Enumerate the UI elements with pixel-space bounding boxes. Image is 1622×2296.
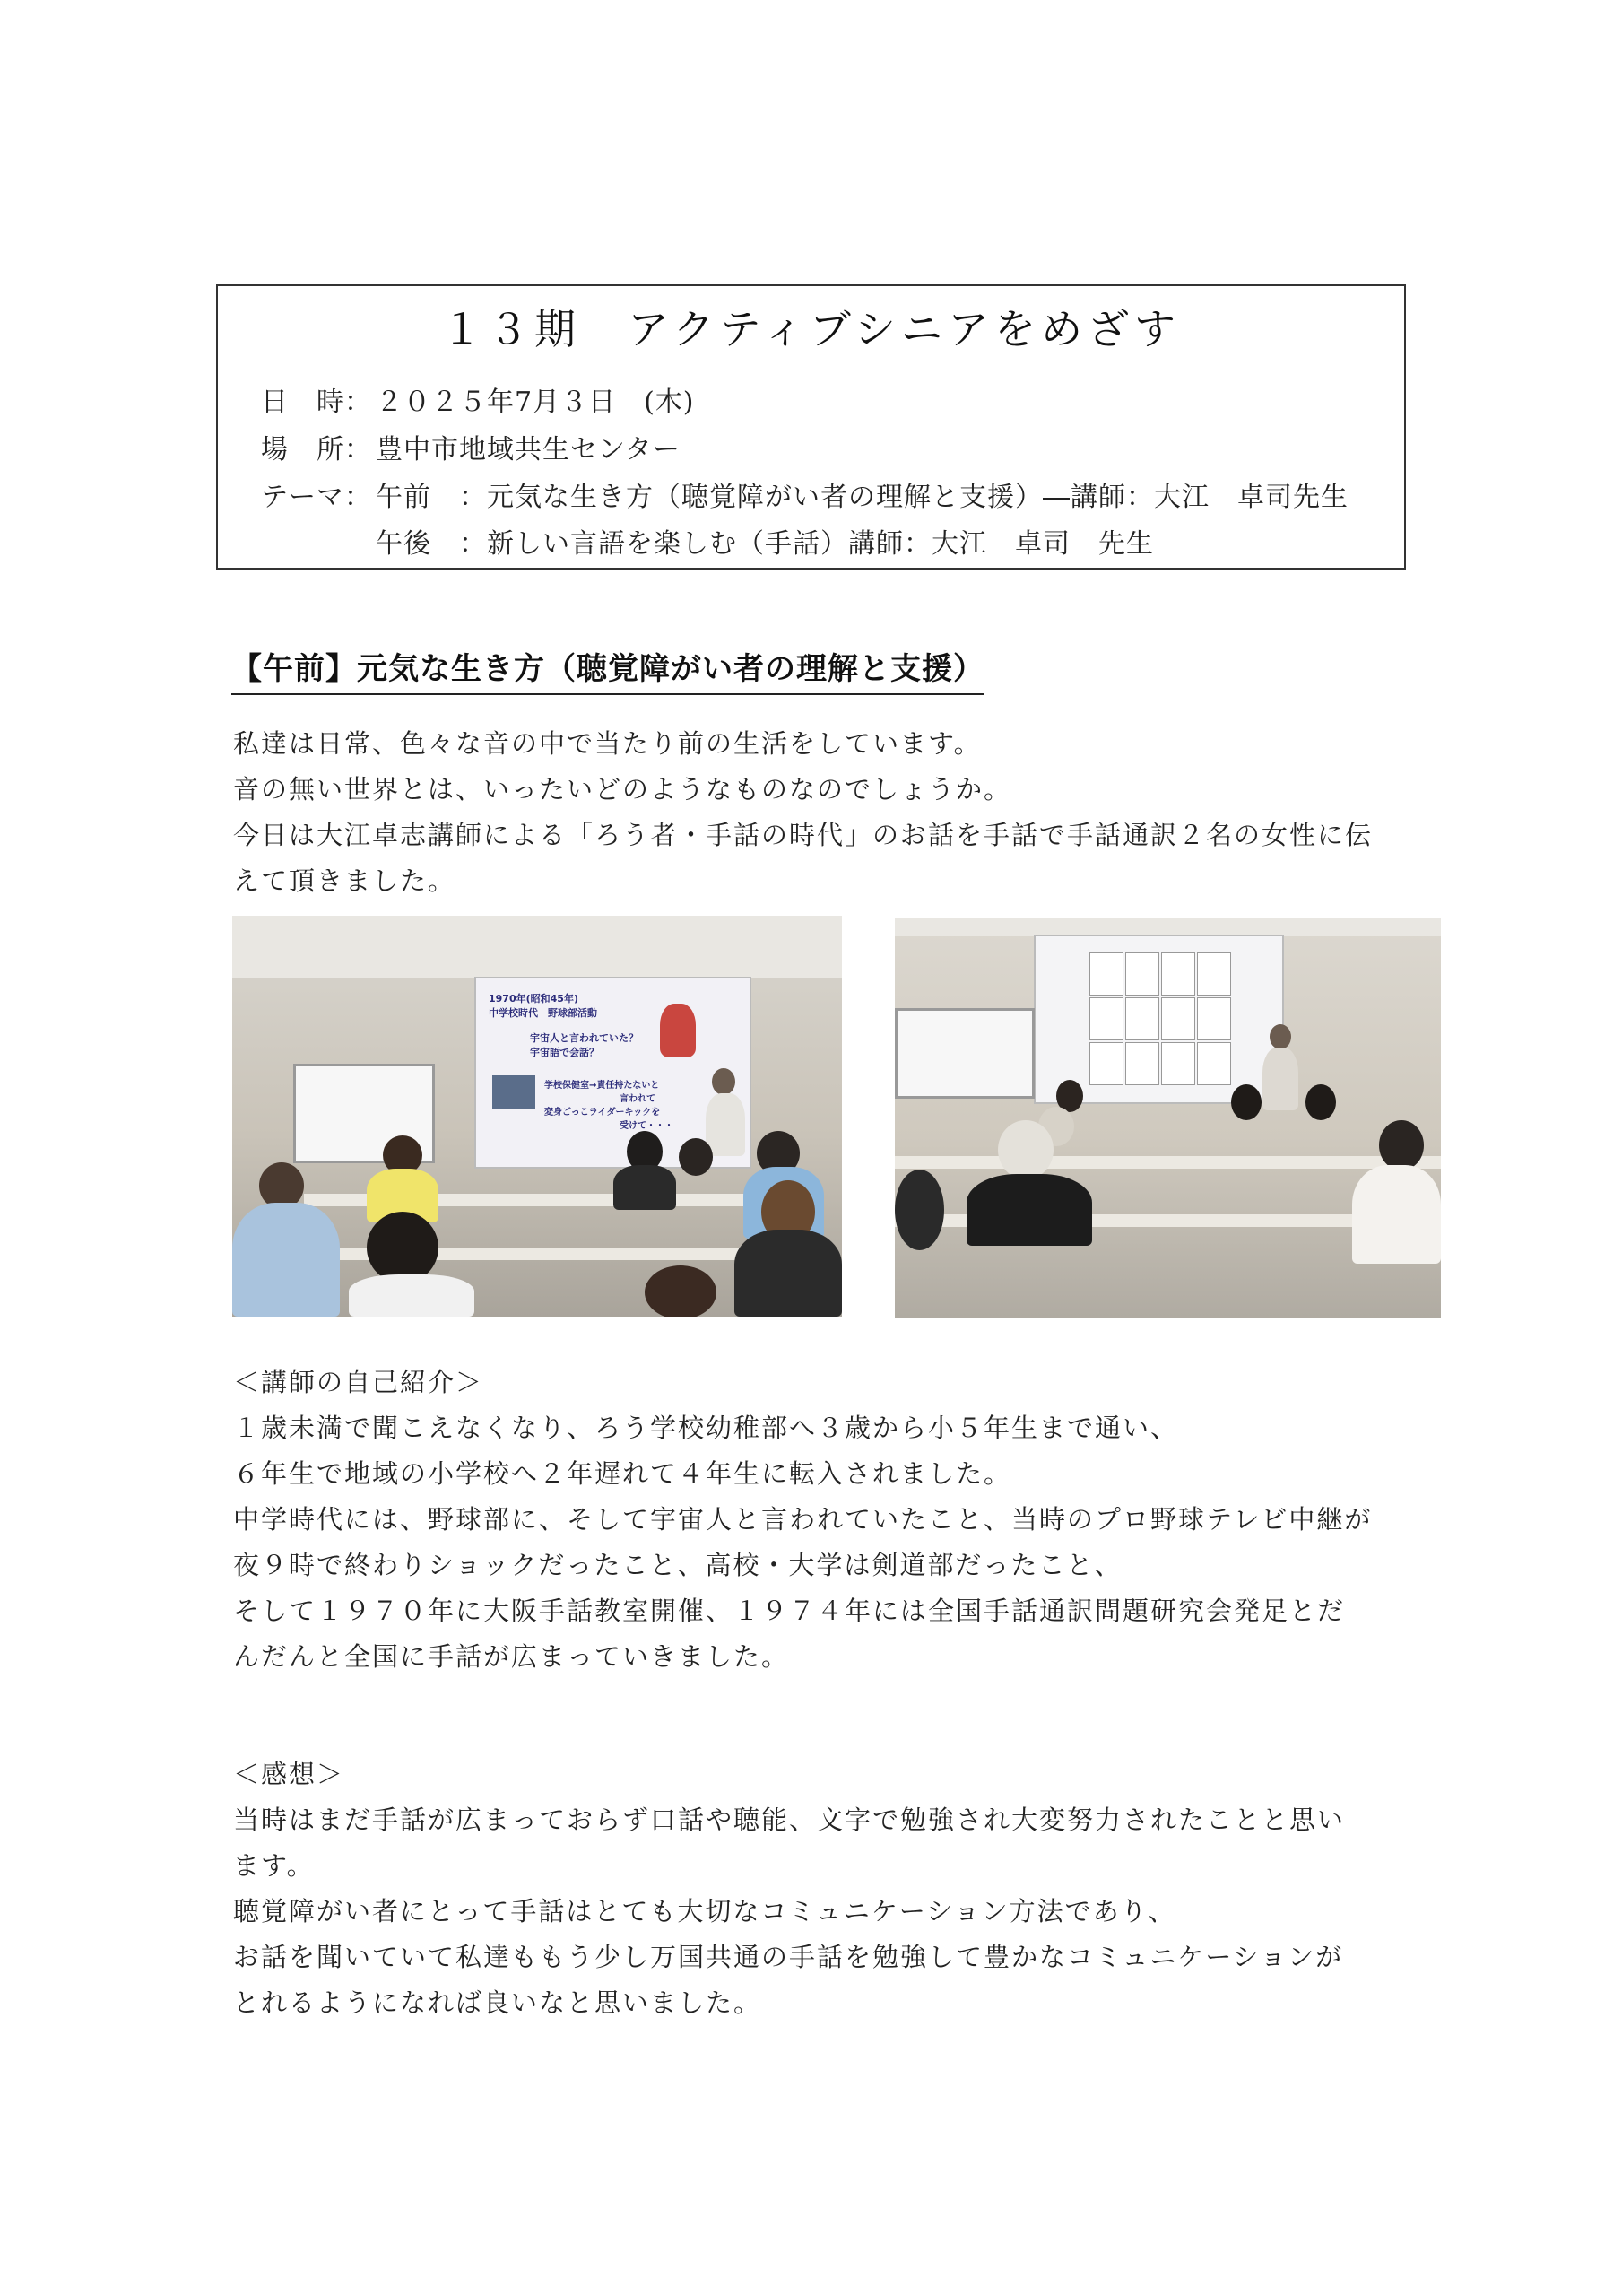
self-intro-line: そして１９７０年に大阪手話教室開催、１９７４年には全国手話通訳問題研究会発足とだ [233, 1596, 1346, 1626]
self-intro-line: 夜９時で終わりショックだったこと、高校・大学は剣道部だったこと、 [233, 1550, 1123, 1580]
slide-text: 中学校時代 野球部活動 [489, 1007, 597, 1019]
intro-line: 今日は大江卓志講師による「ろう者・手話の時代」のお話を手話で手話通訳２名の女性に伝 [233, 820, 1374, 850]
whiteboard [895, 1008, 1035, 1099]
attendee-body [349, 1274, 474, 1317]
self-intro-heading: ＜講師の自己紹介＞ [233, 1367, 484, 1397]
attendee-body [1352, 1165, 1441, 1264]
attendee-body [734, 1230, 842, 1317]
date-value: ２０２５年7月３日 (木) [376, 387, 695, 418]
impressions-line: 聴覚障がい者にとって手話はとても大切なコミュニケーション方法であり、 [233, 1896, 1176, 1926]
event-title: １３期 アクティブシニアをめざす [440, 305, 1182, 353]
attendee-head [367, 1212, 438, 1283]
section-heading: 【午前】元気な生き方（聴覚障がい者の理解と支援） [231, 644, 984, 695]
attendee-head [645, 1265, 716, 1317]
event-info-box [216, 284, 1406, 570]
slide-character-figure [660, 1004, 696, 1057]
attendee-head [1305, 1084, 1336, 1120]
attendee-head [895, 1170, 944, 1250]
intro-line: えて頂きました。 [233, 865, 456, 896]
place-row [261, 427, 681, 466]
attendee-body [967, 1174, 1092, 1246]
attendee-head [679, 1138, 713, 1176]
slide-photo [492, 1075, 535, 1109]
intro-line: 私達は日常、色々な音の中で当たり前の生活をしています。 [233, 728, 982, 759]
place-value: 豊中市地域共生センター [376, 434, 681, 465]
theme-am: 午前 ：元気な生き方（聴覚障がい者の理解と支援）―講師：大江 卓司先生 [376, 482, 1349, 513]
place-label: 場 所： [261, 434, 372, 465]
impressions-line: お話を聞いていて私達ももう少し万国共通の手話を勉強して豊かなコミュニケーションが [233, 1942, 1344, 1972]
date-row [261, 379, 695, 419]
lecture-photo-2 [895, 918, 1441, 1318]
impressions-line: ます。 [233, 1850, 315, 1881]
theme-label: テーマ： [261, 482, 372, 513]
impressions-line: とれるようになれば良いなと思いました。 [233, 1987, 762, 2018]
attendee-head [1231, 1084, 1262, 1120]
attendee-body [232, 1203, 340, 1317]
slide-text: 宇宙語で会話？ [530, 1047, 599, 1058]
slide-text: 1970年(昭和45年) [489, 993, 578, 1004]
intro-paragraph [233, 721, 1373, 904]
slide-text: 受けて・・・ [620, 1121, 673, 1131]
self-intro-line: 中学時代には、野球部に、そして宇宙人と言われていたこと、当時のプロ野球テレビ中継が [233, 1504, 1373, 1535]
theme-am-row [261, 474, 1349, 514]
lecture-photo-1 [232, 916, 842, 1317]
projector-screen [1034, 935, 1284, 1104]
slide-text: 言われて [620, 1094, 655, 1104]
impressions-heading: ＜感想＞ [233, 1759, 345, 1789]
lecturer-head [1270, 1024, 1291, 1049]
attendee-head [1379, 1120, 1424, 1170]
self-intro-section [233, 1360, 1372, 1680]
self-intro-line: １歳未満で聞こえなくなり、ろう学校幼稚部へ３歳から小５年生まで通い、 [233, 1413, 1179, 1443]
theme-pm-row [261, 521, 1154, 561]
slide-text: 学校保健室→責任持たないと [544, 1081, 660, 1091]
theme-pm: 午後 ：新しい言語を楽しむ（手話）講師：大江 卓司 先生 [376, 528, 1154, 560]
self-intro-line: ６年生で地域の小学校へ２年遅れて４年生に転入されました。 [233, 1458, 1012, 1489]
date-label: 日 時： [261, 387, 372, 418]
attendee-body [613, 1165, 676, 1210]
attendee-head [998, 1120, 1054, 1179]
impressions-section [233, 1752, 1345, 2026]
slide-text: 変身ごっこライダーキックを [544, 1108, 661, 1118]
lecturer-body [1262, 1048, 1298, 1110]
intro-line: 音の無い世界とは、いったいどのようなものなのでしょうか。 [233, 774, 1012, 804]
lecturer-body [706, 1093, 745, 1156]
self-intro-line: んだんと全国に手話が広まっていきました。 [233, 1641, 790, 1672]
impressions-line: 当時はまだ手話が広まっておらず口話や聴能、文字で勉強され大変努力されたことと思い [233, 1805, 1346, 1835]
lecturer-head [712, 1068, 735, 1095]
slide-text: 宇宙人と言われていた？ [530, 1032, 638, 1044]
